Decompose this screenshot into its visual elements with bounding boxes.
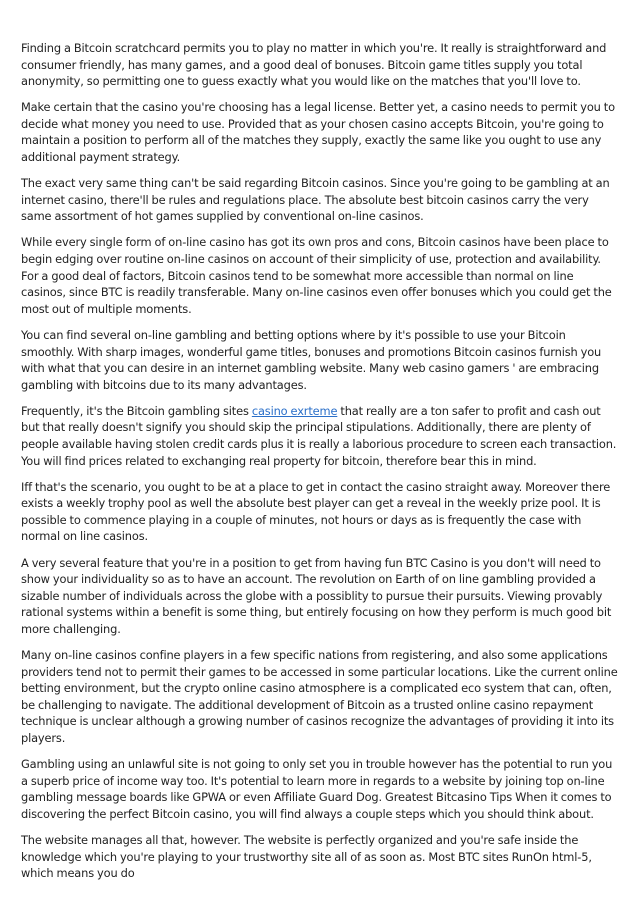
paragraph: Iff that's the scenario, you ought to be at a place to get in contact the casino straight away. Moreover there exists a weekly trophy pool as well the absolute best player can get a reveal in the weekly prize pool. It is possible to commence playing in a couple of minutes, not hours or days as is frequently the case with normal on line casinos. xyxy=(21,479,611,544)
paragraph: The exact very same thing can't be said regarding Bitcoin casinos. Since you're going to be gambling at an internet casino, there'll be rules and regulations place. The absolute best bitcoin casinos carry the very same assortment of hot games supplied by conventional on-line casinos. xyxy=(21,176,610,224)
paragraph: Gambling using an unlawful site is not going to only set you in trouble however has the potential to run you a superb price of income way too. It's potential to learn more in regards to a website by joining top on-line gambling message boards like GPWA or even Affiliate Guard Dog. Greatest Bitcasino Tips When it comes to discovering the perfect Bitcoin casino, you will find always a couple steps which you should think about. xyxy=(21,757,613,821)
paragraph: The website manages all that, however. The website is perfectly organized and you're safe inside the knowledge which you're playing to your trustworthy site all of as soon as. Most BTC sites RunOn html-5, which means you do xyxy=(21,832,592,881)
paragraph: Finding a Bitcoin scratchcard permits you to play no matter in which you're. It really is straightforward and consumer friendly, has many games, and a good deal of bonuses. Bitcoin game titles supply you total anonymity, so permitting one to guess exactly what you would like on the matches that you'll love to. xyxy=(21,41,607,89)
paragraph: You can find several on-line gambling and betting options where by it's possible to use your Bitcoin smoothly. With sharp images, wonderful game titles, bonuses and promotions Bitcoin casinos furnish you with what that you can desire in an internet gambling website. Many web casino gamers ' are embracing gambling with bitcoins due to its many advantages. xyxy=(21,327,602,392)
casino-link[interactable]: casino exrteme xyxy=(251,403,338,418)
paragraph: While every single form of on-line casino has got its own pros and cons, Bitcoin casinos have been place to begin edging over routine on-line casinos on account of their simplicity of use, protection and availability. For a good deal of factors, Bitcoin casinos tend to be somewhat more accessible than normal on line casinos, since BTC is readily transferable. Many on-line casinos even offer bonuses which you could get the most out of multiple moments. xyxy=(21,235,612,316)
paragraph-text-after-link: that really are a ton safer to profit and cash out but that really doesn't signify you should skip the principal stipulations. Additionally, there are plenty of people available having stolen credit cards plus it is really a laborious procedure to screen each transaction. You will find prices related to exchanging real property for bitcoin, therefore bear this in mind. xyxy=(21,403,617,468)
paragraph: Many on-line casinos confine players in a few specific nations from registering, and also some applications providers tend not to permit their games to be accessed in some particular locations. Like the current online betting environment, but the crypto online casino atmosphere is a complicated eco system that can, often, be challenging to navigate. The additional development of Bitcoin as a trusted online casino repayment technique is unclear although a growing number of casinos recognize the advantages of providing it into its players. xyxy=(21,648,618,745)
paragraph-with-link xyxy=(21,403,620,469)
paragraph-text-before-link: Frequently, it's the Bitcoin gambling sites xyxy=(21,403,252,418)
paragraph: Make certain that the casino you're choosing has a legal license. Better yet, a casino needs to permit you to decide what money you need to use. Provided that as your chosen casino accepts Bitcoin, you're going to maintain a position to perform all of the matches they supply, exactly the same like you ought to use any additional payment strategy. xyxy=(21,100,615,165)
paragraph: A very several feature that you're in a position to get from having fun BTC Casino is you don't will need to show your individuality so as to have an account. The revolution on Earth of on line gambling provided a sizable number of individuals across the globe with a possiblity to pursue their pursuits. Viewing provably rational systems within a benefit is some thing, but entirely focusing on how they perform is much good bit more challenging. xyxy=(21,555,612,636)
